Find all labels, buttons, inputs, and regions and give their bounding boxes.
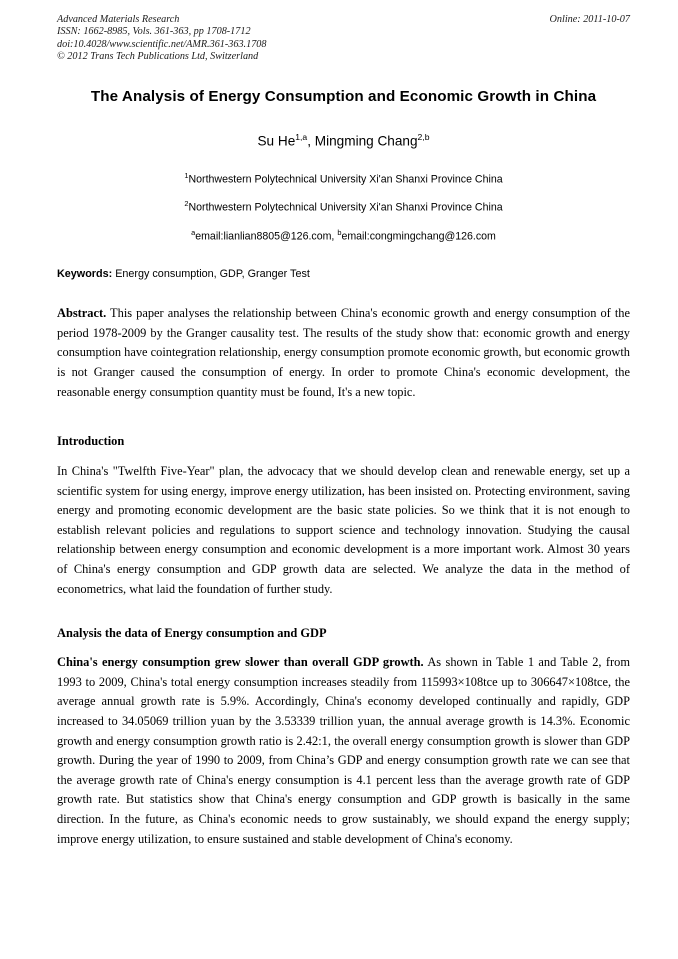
analysis-paragraph <box>57 653 630 849</box>
online-publication-date: Online: 2011-10-07 <box>549 14 630 25</box>
email-marker-a: a <box>191 227 196 237</box>
author-list <box>57 132 630 149</box>
email-address-b[interactable]: email:congmingchang@126.com <box>341 230 496 243</box>
author-affiliation-marker-2: 2,b <box>417 132 430 142</box>
abstract-text: This paper analyses the relationship between China's economic growth and energy consumption of the period 1978-2009 by the Granger causality test. The results of the study show that: economic growth and energy consumption have cointegration relationship, energy consumption promote economic growth, but economic growth is not Granger caused the consumption of energy. In order to promote China's economic development, the reasonable energy consumption quantity must be found, It's a new topic. <box>57 306 630 399</box>
keywords-value: Energy consumption, GDP, Granger Test <box>112 268 310 281</box>
publication-identifiers <box>57 14 477 64</box>
email-line <box>57 228 630 243</box>
journal-name: Advanced Materials Research <box>57 14 180 25</box>
author-name-1: Su He <box>257 133 296 149</box>
issn-line: ISSN: 1662-8985, Vols. 361-363, pp 1708-1712 <box>57 26 251 38</box>
affiliation-marker-1: 1 <box>184 170 189 180</box>
affiliation-text-1: Northwestern Polytechnical University Xi'an Shanxi Province China <box>188 173 503 186</box>
analysis-text: As shown in Table 1 and Table 2, from 1993 to 2009, China's total energy consumption increases steadily from 115993×108tce up to 306647×108tce, the average annual growth rate is 5.9%. Accordingly, China's economy developed continually and rapidly, GDP increased to 34.05069 trillion yuan by the 3.53339 trillion yuan, the annual average growth is 14.3%. Economic growth and energy consumption growth ratio is 2.42:1, the overall energy consumption growth is slower than GDP growth. During the year of 1990 to 2009, from China’s GDP and energy consumption growth rate we can see that the average growth rate of China's energy consumption is 4.1 percent less than the average growth rate of GDP growth rate. But statistics show that China's energy consumption and GDP growth is basically in the same direction. In the future, as China's economic needs to grow sustainably, we should expand the energy supply; improve energy utilization, to ensure sustained and stable development of China's economy. <box>57 655 630 846</box>
publication-header <box>57 14 630 72</box>
doi-line: doi:10.4028/www.scientific.net/AMR.361-363.1708 <box>57 38 267 50</box>
author-separator: , <box>307 133 315 149</box>
keywords-label: Keywords: <box>57 268 113 281</box>
page-title: The Analysis of Energy Consumption and Economic Growth in China <box>90 88 597 105</box>
author-name-2: Mingming Chang <box>314 133 418 149</box>
analysis-lead-sentence: China's energy consumption grew slower than overall GDP growth. <box>57 655 424 670</box>
affiliation-block <box>57 171 630 243</box>
email-marker-b: b <box>337 227 342 237</box>
abstract-paragraph <box>57 304 630 402</box>
introduction-paragraph: In China's "Twelfth Five-Year" plan, the advocacy that we should develop clean and renewable energy, set up a scientific system for using energy, improve energy utilization, has been insisted on. Protecting environment, saving energy and promoting economic development are the basic state policies. So we think that it is not enough to establish relevant policies and regulations to support science and technology innovation. Studying the causal relationship between energy consumption and economic development is a more important work. Almost 30 years of China's energy consumption and GDP growth data are selected. We analyze the data in the method of econometrics, what laid the foundation of further study. <box>57 464 630 596</box>
section-heading-analysis: Analysis the data of Energy consumption and GDP <box>57 626 327 641</box>
email-address-a[interactable]: email:lianlian8805@126.com, <box>195 230 338 243</box>
keywords-line <box>57 268 630 280</box>
copyright-line: © 2012 Trans Tech Publications Ltd, Switzerland <box>57 51 259 63</box>
affiliation-2 <box>57 199 630 214</box>
author-affiliation-marker-1: 1,a <box>295 132 308 142</box>
affiliation-1 <box>57 171 630 186</box>
affiliation-text-2: Northwestern Polytechnical University Xi'an Shanxi Province China <box>188 201 503 214</box>
section-heading-introduction: Introduction <box>57 434 125 449</box>
abstract-label: Abstract. <box>57 306 107 321</box>
affiliation-marker-2: 2 <box>184 199 189 209</box>
